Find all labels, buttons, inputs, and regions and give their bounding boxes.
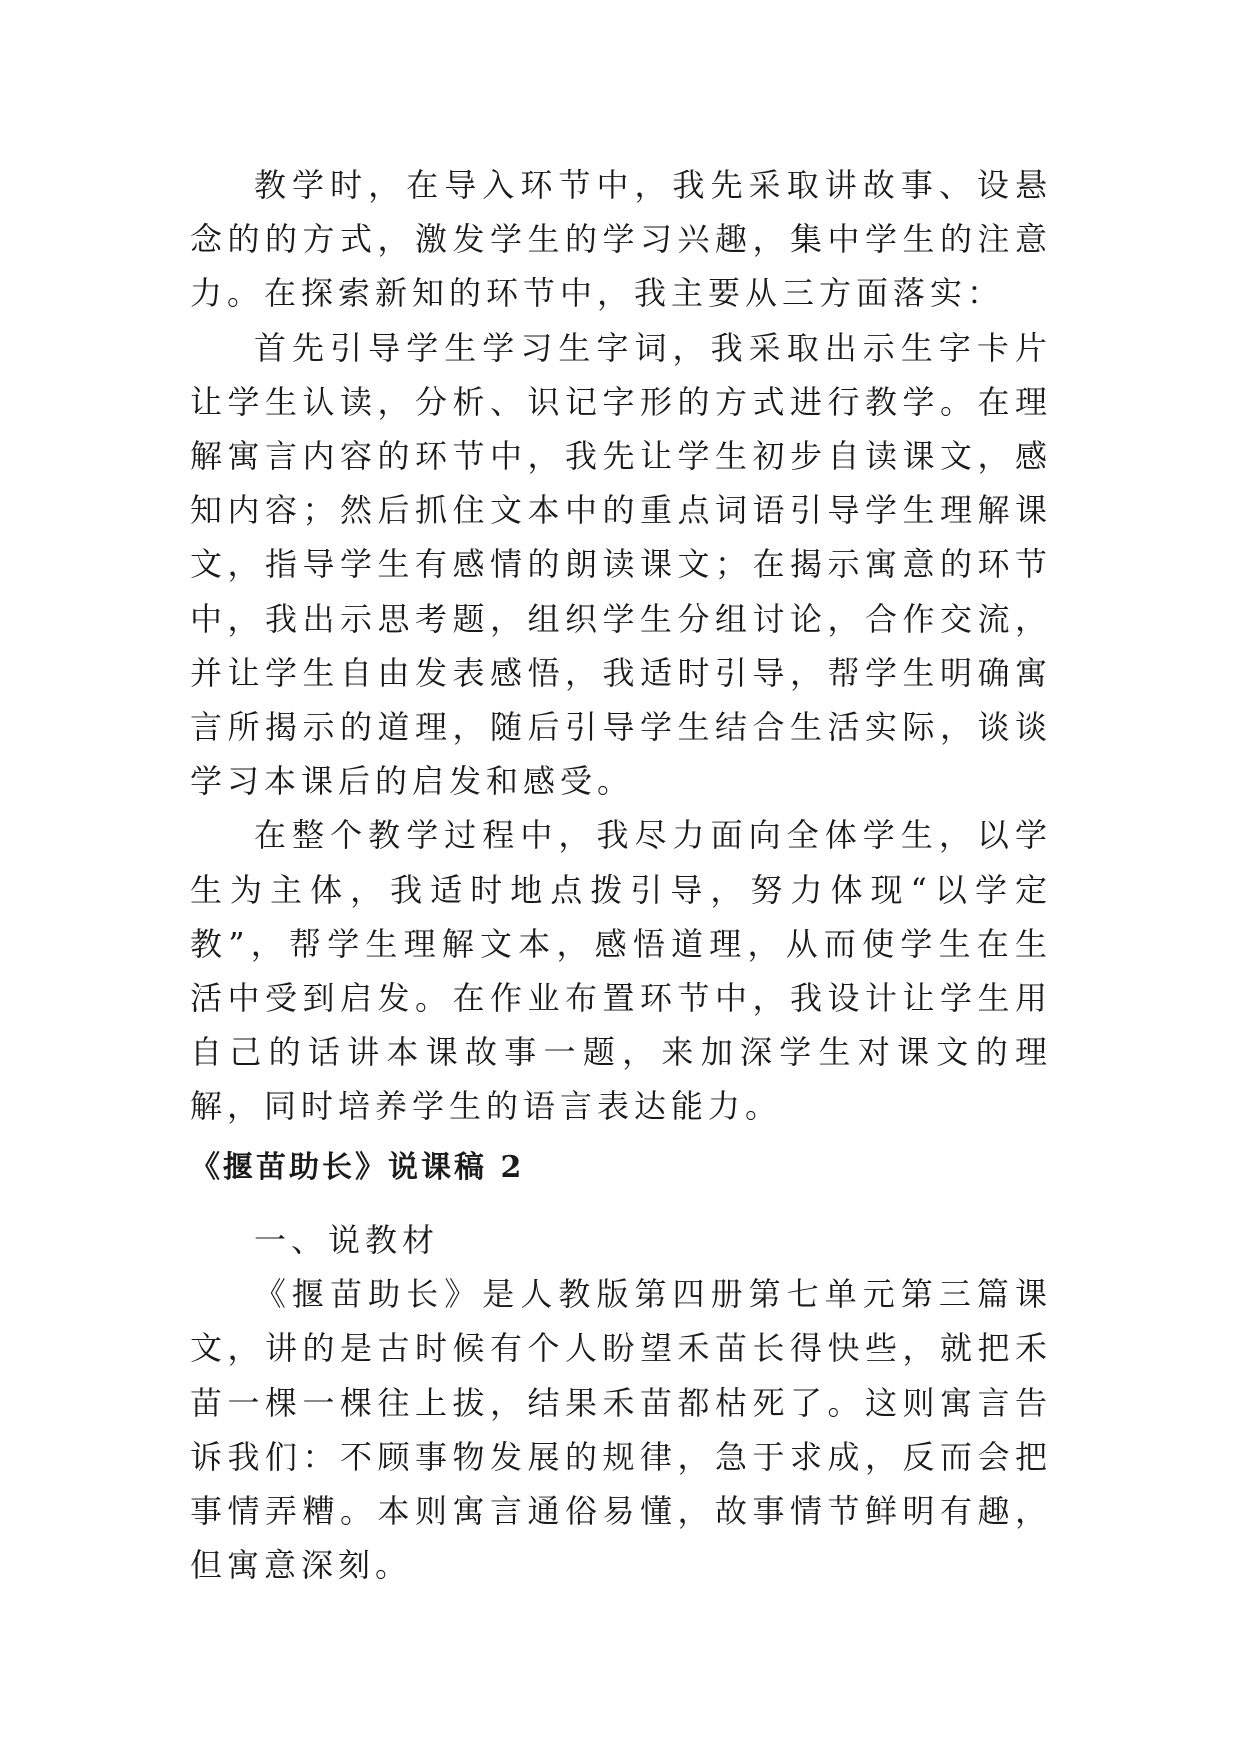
paragraph-teaching-summary: 在整个教学过程中，我尽力面向全体学生，以学生为主体，我适时地点拨引导，努力体现“以学定教”，帮学生理解文本，感悟道理，从而使学生在生活中受到启发。在作业布置环节中，我设计让学生用自己的话讲本课故事一题，来加深学生对课文的理解，同时培养学生的语言表达能力。 — [190, 816, 1052, 1126]
paragraph-teaching-intro: 教学时，在导入环节中，我先采取讲故事、设悬念的的方式，激发学生的学习兴趣，集中学生的注意力。在探索新知的环节中，我主要从三方面落实： — [190, 166, 1052, 313]
section-body — [190, 1213, 1052, 1592]
paragraph-vocabulary-steps: 首先引导学生学习生字词，我采取出示生字卡片让学生认读，分析、识记字形的方式进行教学。在理解寓言内容的环节中，我先让学生初步自读课文，感知内容；然后抓住文本中的重点词语引导学生理解课文，指导学生有感情的朗读课文；在揭示寓意的环节中，我出示思考题，组织学生分组讨论，合作交流，并让学生自由发表感悟，我适时引导，帮学生明确寓言所揭示的道理，随后引导学生结合生活实际，谈谈学习本课后的启发和感受。 — [190, 328, 1052, 801]
paragraph-textbook-description: 《揠苗助长》是人教版第四册第七单元第三篇课文，讲的是古时候有个人盼望禾苗长得快些，就把禾苗一棵一棵往上拔，结果禾苗都枯死了。这则寓言告诉我们：不顾事物发展的规律，急于求成，反而会把事情弄糟。本则寓言通俗易懂，故事情节鲜明有趣，但寓意深刻。 — [190, 1275, 1052, 1585]
section-subheading: 一、说教材 — [254, 1221, 440, 1259]
body-text-block — [190, 158, 1052, 1134]
section-title: 《揠苗助长》说课稿 2 — [190, 1150, 525, 1185]
